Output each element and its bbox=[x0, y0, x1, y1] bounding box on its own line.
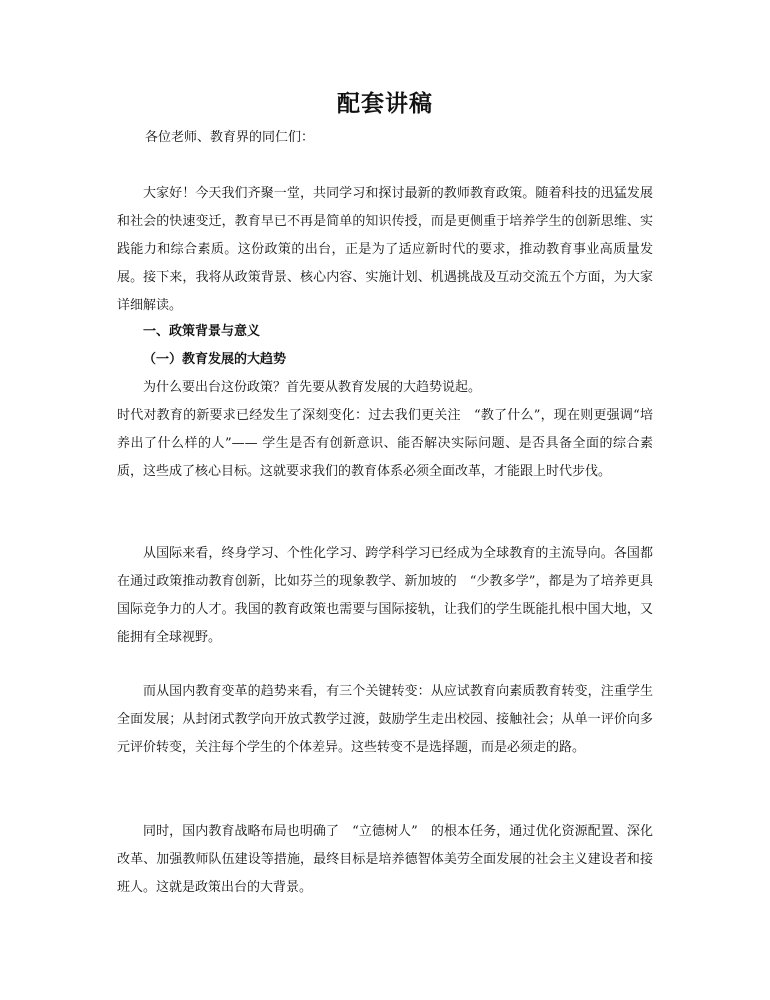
subsection-heading: （一）教育发展的大趋势 bbox=[143, 352, 287, 367]
intro-paragraph: 大家好！今天我们齐聚一堂，共同学习和探讨最新的教师教育政策。随着科技的迅猛发展和社会的快速变迁，教育早已不再是简单的知识传授，而是更侧重于培养学生的创新思维、实践能力和综合素质。这份政策的出台，正是为了适应新时代的要求，推动教育事业高质量发展。接下来，我将从政策背景、核心内容、实施计划、机遇挑战及互动交流五个方面，为大家详细解读。 bbox=[117, 186, 653, 313]
page-title: 配套讲稿 bbox=[337, 90, 433, 117]
paragraph-2: 时代对教育的新要求已经发生了深刻变化：过去我们更关注 “教了什么”，现在则更强调“培养出了什么样的人”—— 学生是否有创新意识、能否解决实际问题、是否具备全面的综合素质，这些成了核心目标。这就要求我们的教育体系必须全面改革，才能跟上时代步伐。 bbox=[117, 408, 653, 479]
section-heading: 一、政策背景与意义 bbox=[143, 324, 261, 339]
paragraph-5: 同时，国内教育战略布局也明确了 “立德树人” 的根本任务，通过优化资源配置、深化改革、加强教师队伍建设等措施，最终目标是培养德智体美劳全面发展的社会主义建设者和接班人。这就是政策出台的大背景。 bbox=[117, 824, 653, 895]
paragraph-3: 从国际来看，终身学习、个性化学习、跨学科学习已经成为全球教育的主流导向。各国都在通过政策推动教育创新，比如芬兰的现象教学、新加坡的 “少教多学”，都是为了培养更具国际竞争力的人才。我国的教育政策也需要与国际接轨，让我们的学生既能扎根中国大地，又能拥有全球视野。 bbox=[117, 546, 653, 645]
paragraph-4: 而从国内教育变革的趋势来看，有三个关键转变：从应试教育向素质教育转变，注重学生全面发展；从封闭式教学向开放式教学过渡，鼓励学生走出校园、接触社会；从单一评价向多元评价转变，关注每个学生的个体差异。这些转变不是选择题，而是必须走的路。 bbox=[117, 684, 653, 755]
paragraph-1: 为什么要出台这份政策？首先要从教育发展的大趋势说起。 bbox=[143, 380, 482, 395]
greeting: 各位老师、教育界的同仁们： bbox=[145, 130, 315, 145]
